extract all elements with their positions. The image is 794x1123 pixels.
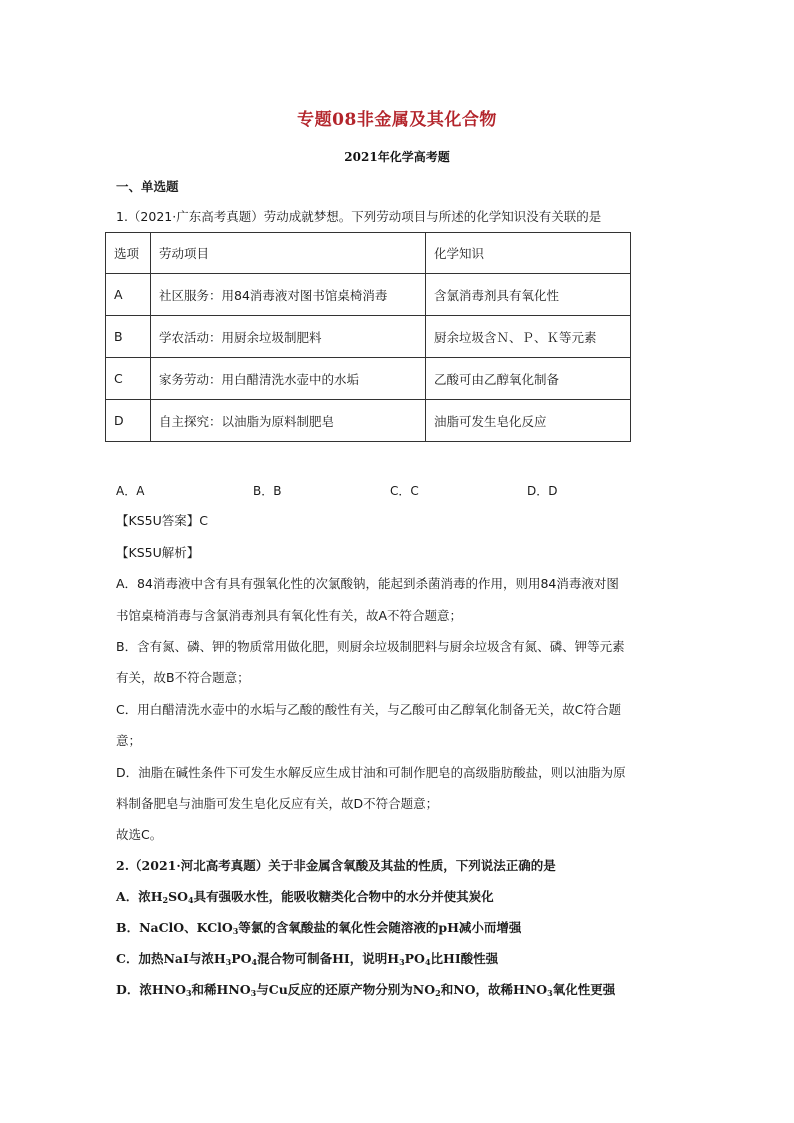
analysis-line: 书馆桌椅消毒与含氯消毒剂具有氧化性有关，故A不符合题意； — [116, 608, 463, 623]
table-cell: C — [106, 358, 151, 400]
question-2-stem: 2.（2021·河北高考真题）关于非金属含氧酸及其盐的性质，下列说法正确的是 — [116, 858, 556, 873]
question-1-option-d: D．D — [527, 484, 558, 498]
page-subtitle: 2021年化学高考题 — [344, 150, 450, 164]
question-2-option-b: B．NaClO、KClO$_3$等氯的含氧酸盐的氧化性会随溶液的pH减小而增强 — [116, 920, 522, 936]
analysis-line: B．含有氮、磷、钾的物质常用做化肥，则厨余垃圾制肥料与厨余垃圾含有氮、磷、钾等元素 — [116, 639, 625, 654]
question-1-answer: 【KS5U答案】C — [116, 513, 208, 528]
table-cell: 家务劳动：用白醋清洗水壶中的水垢 — [151, 358, 426, 400]
question-1-analysis-label: 【KS5U解析】 — [116, 545, 200, 560]
table-cell: D — [106, 400, 151, 442]
question-1-option-a: A．A — [116, 484, 145, 498]
table-cell: B — [106, 316, 151, 358]
section-heading: 一、单选题 — [116, 179, 179, 194]
question-2-option-a: A．浓$H_2SO_4$具有强吸水性，能吸收糖类化合物中的水分并使其炭化 — [116, 889, 494, 905]
table-row — [106, 316, 631, 358]
table-header-cell: 劳动项目 — [151, 233, 426, 274]
analysis-line: C．用白醋清洗水壶中的水垢与乙酸的酸性有关，与乙酸可由乙醇氧化制备无关，故C符合题 — [116, 702, 621, 717]
question-2-option-c: C．加热NaI与浓$H_3PO_4$混合物可制备HI，说明$H_3PO_4$比HI酸性强 — [116, 951, 499, 967]
question-2-option-d: D．浓$HNO_3$和稀$HNO_3$与Cu反应的还原产物分别为$NO_2$和NO，故稀$HNO_3$氧化性更强 — [116, 982, 616, 998]
table-row — [106, 400, 631, 442]
table-cell: 油脂可发生皂化反应 — [426, 400, 631, 442]
analysis-line: A．84消毒液中含有具有强氧化性的次氯酸钠，能起到杀菌消毒的作用，则用84消毒液对图 — [116, 576, 619, 591]
table-row — [106, 358, 631, 400]
table-cell: 学农活动：用厨余垃圾制肥料 — [151, 316, 426, 358]
table-cell: 含氯消毒剂具有氧化性 — [426, 274, 631, 316]
table-header-row — [106, 233, 631, 274]
analysis-line: D．油脂在碱性条件下可发生水解反应生成甘油和可制作肥皂的高级脂肪酸盐，则以油脂为原 — [116, 765, 626, 780]
table-row — [106, 274, 631, 316]
question-1-table — [105, 232, 631, 442]
table-header-cell: 化学知识 — [426, 233, 631, 274]
page-title: 专题08非金属及其化合物 — [297, 110, 497, 130]
table-cell: 厨余垃圾含Ｎ、Ｐ、Ｋ等元素 — [426, 316, 631, 358]
table-cell: A — [106, 274, 151, 316]
question-1-stem: 1.（2021·广东高考真题）劳动成就梦想。下列劳动项目与所述的化学知识没有关联的是 — [116, 209, 602, 224]
table-header-cell: 选项 — [106, 233, 151, 274]
table-cell: 乙酸可由乙醇氧化制备 — [426, 358, 631, 400]
analysis-line: 意； — [116, 733, 142, 748]
table-cell: 自主探究：以油脂为原料制肥皂 — [151, 400, 426, 442]
table-cell: 社区服务：用84消毒液对图书馆桌椅消毒 — [151, 274, 426, 316]
question-1-option-c: C．C — [390, 484, 419, 498]
analysis-line: 故选C。 — [116, 827, 163, 842]
analysis-line: 有关，故B不符合题意； — [116, 670, 250, 685]
analysis-line: 料制备肥皂与油脂可发生皂化反应有关，故D不符合题意； — [116, 796, 439, 811]
question-1-option-b: B．B — [253, 484, 282, 498]
